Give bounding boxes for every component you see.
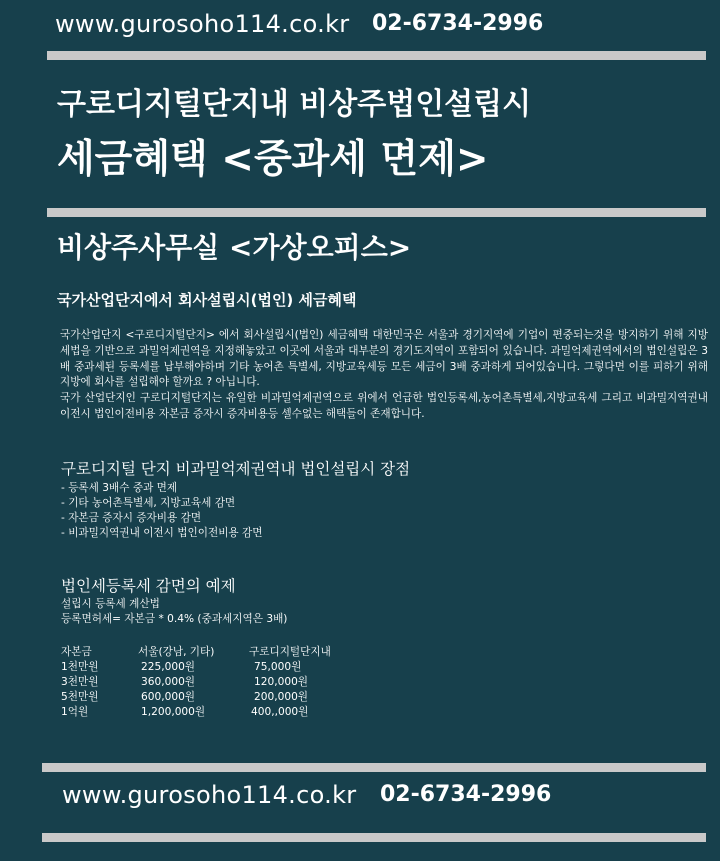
table-cell: 1,200,000원 (141, 706, 206, 718)
example-title: 법인세등록세 감면의 예제 (61, 577, 236, 595)
header-divider (47, 51, 706, 60)
body-paragraph (60, 328, 708, 423)
header-phone[interactable]: 02-6734-2996 (372, 11, 544, 36)
header-url[interactable]: www.gurosoho114.co.kr (55, 10, 350, 38)
table-cell: 5천만원 (61, 691, 99, 703)
body-paragraph-1: 국가산업단지 <구로디지털단지> 에서 회사설립시(법인) 세금혜택 대한민국은 서울과 경기지역에 기업이 편중되는것을 방지하기 위해 지방세법을 기반으로 과밀억제권역을 지정해놓았고 이곳에 서울과 대부분의 경기도지역이 포함되어 있습니다. 과밀억제권역에서의 법인설립은 3배 중과세된 등록세를 납부해야하며 기타 농어촌 특별세, 지방교육세등 모든 세금이 3배 중과하게 되어있습니다. 그렇다면 이를 피하기 위해 지방에 회사를 설립해야 할까요 ? 아닙니다. (60, 329, 708, 389)
table-row (61, 659, 381, 674)
subtitle: 비상주사무실 <가상오피스> (57, 231, 412, 264)
table-header-row (61, 644, 381, 659)
advantages-list (61, 481, 263, 541)
list-item: - 기타 농어촌특별세, 지방교육세 감면 (61, 497, 236, 509)
title-line2: 세금혜택 <중과세 면제> (57, 137, 489, 182)
table-cell: 75,000원 (254, 661, 302, 673)
table-header-cell: 서울(강남, 기타) (138, 646, 215, 658)
title-line1: 구로디지털단지내 비상주법인설립시 (57, 87, 532, 122)
table-cell: 3천만원 (61, 676, 99, 688)
table-cell: 225,000원 (141, 661, 196, 673)
body-paragraph-2: 국가 산업단지인 구로디지털단지는 유일한 비과밀억제권역으로 위에서 언급한 법인등록세,농어촌특별세,지방교육세 그리고 비과밀지역권내 이전시 법인이전비용 자본금 증자시 증자비용등 셀수없는 해택들이 존재합니다. (60, 392, 708, 420)
advantages-title: 구로디지털 단지 비과밀억제권역내 법인설립시 장점 (61, 460, 411, 478)
example-line1: 설립시 등록세 계산법 (61, 598, 160, 610)
table-row (61, 674, 381, 689)
example-line2: 등록면허세= 자본금 * 0.4% (중과세지역은 3배) (61, 613, 288, 625)
section-heading: 국가산업단지에서 회사설립시(법인) 세금혜택 (57, 291, 357, 309)
table-cell: 400,,000원 (251, 706, 309, 718)
table-cell: 200,000원 (254, 691, 309, 703)
table-cell: 600,000원 (141, 691, 196, 703)
list-item: - 비과밀지역권내 이전시 법인이전비용 감면 (61, 527, 263, 539)
table-row (61, 704, 381, 719)
footer-divider (42, 763, 706, 772)
table-cell: 360,000원 (141, 676, 196, 688)
example-table (61, 644, 381, 719)
title-divider (47, 208, 706, 217)
footer-phone[interactable]: 02-6734-2996 (380, 782, 552, 807)
table-cell: 120,000원 (254, 676, 309, 688)
list-item: - 등록세 3배수 중과 면제 (61, 482, 178, 494)
list-item: - 자본금 증자시 증자비용 감면 (61, 512, 202, 524)
table-header-cell: 자본금 (61, 646, 92, 658)
table-cell: 1억원 (61, 706, 89, 718)
table-row (61, 689, 381, 704)
table-header-cell: 구로디지털단지내 (249, 646, 331, 658)
footer-bottom-divider (42, 833, 706, 842)
table-cell: 1천만원 (61, 661, 99, 673)
footer-url[interactable]: www.gurosoho114.co.kr (62, 781, 357, 809)
